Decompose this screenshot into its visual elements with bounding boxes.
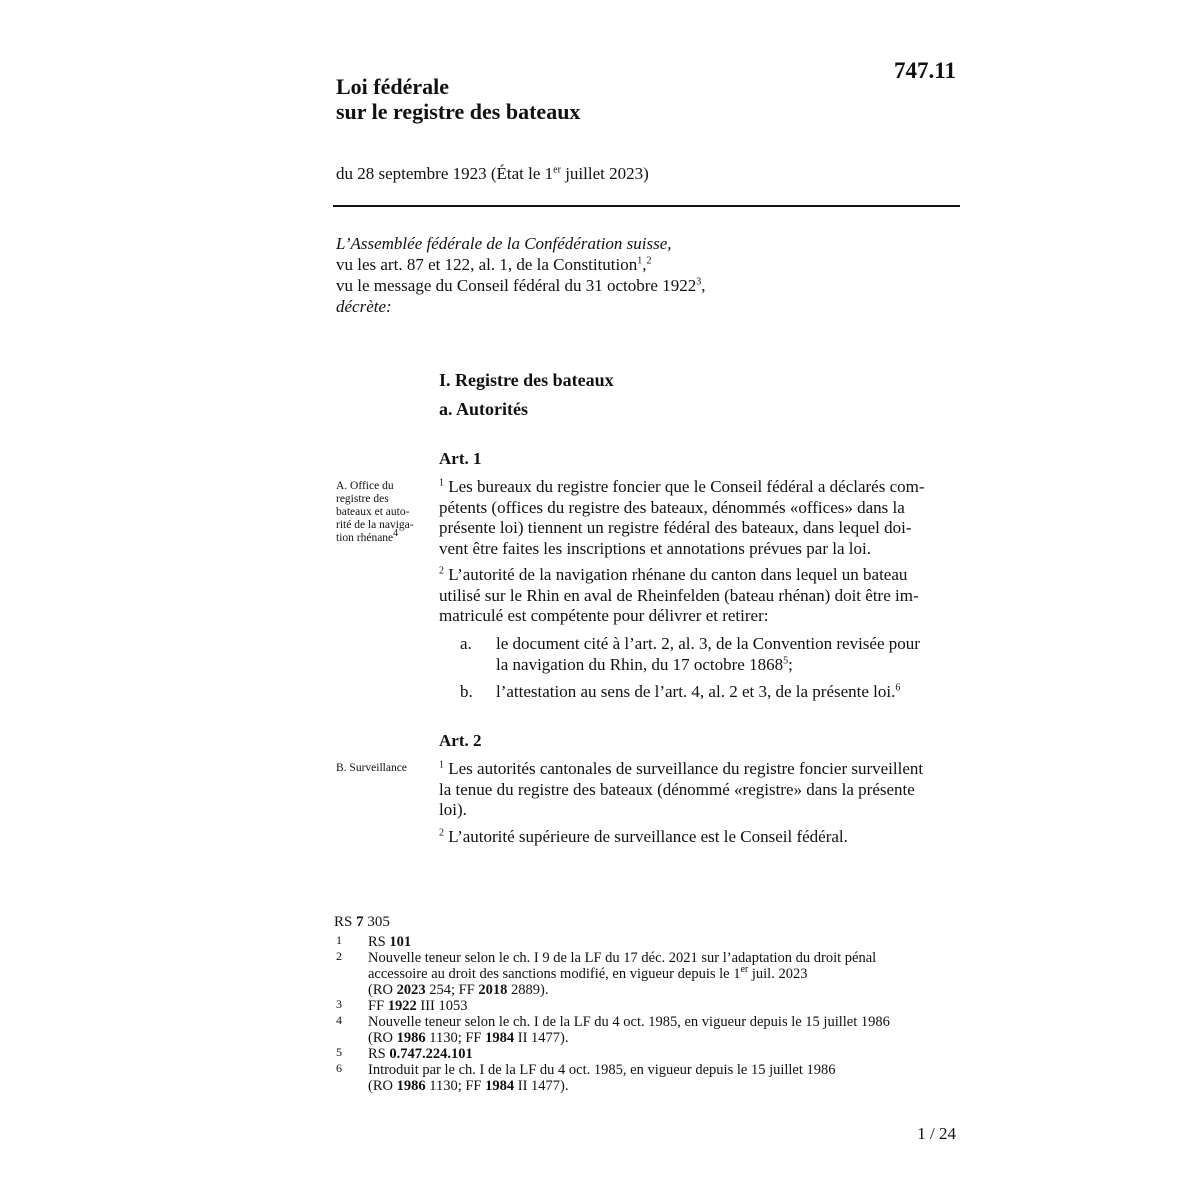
title-line-2: sur le registre des bateaux	[336, 99, 581, 124]
part-heading: I. Registre des bateaux	[439, 370, 614, 390]
preamble-assembly: L’Assemblée fédérale de la Confédération suisse,	[336, 234, 672, 253]
paragraph-number: 1	[439, 759, 444, 771]
date-suffix: juillet 2023)	[560, 164, 649, 183]
list-item-b: l’attestation au sens de l’art. 4, al. 2 et 3, de la présente loi.$^6$	[496, 682, 901, 701]
list-item-a-letter: a.	[460, 634, 472, 653]
date-sup: er	[553, 164, 561, 176]
law-date	[336, 164, 649, 184]
page-title	[336, 74, 580, 124]
preamble	[336, 233, 956, 317]
page-number: 1 / 24	[917, 1124, 956, 1143]
footnote-ref-3[interactable]: 3	[696, 276, 702, 288]
document-number: 747.11	[894, 58, 956, 83]
article-2-paragraph-2: $^2$ L’autorité supérieure de surveillance est le Conseil fédéral.	[439, 827, 848, 846]
section-heading: a. Autorités	[439, 399, 528, 419]
article-2-paragraph-1: $^1$ Les autorités cantonales de surveillance du registre foncier surveillent la tenue du registre des bateaux (dénommé «registre» dans la présente loi).	[439, 759, 924, 819]
article-1-paragraph-1: $^1$ Les bureaux du registre foncier que le Conseil fédéral a déclarés com- pétents (offices du registre des bateaux, dénommés «offices» dans la présente loi) tiennent un registre fédéral des bateaux, dans lequel doi- vent être faites les inscriptions et annotations prévues par la loi.	[439, 477, 925, 558]
footnote-ref-4[interactable]: 4	[393, 528, 399, 540]
article-1-paragraph-2: $^2$ L’autorité de la navigation rhénane du canton dans lequel un bateau utilisé sur le Rhin en aval de Rheinfelden (bateau rhénan) doit être im- matriculé est compétente pour délivrer et retirer:	[439, 565, 919, 625]
article-2-margin-note: B. Surveillance	[336, 762, 407, 774]
list-item-b-letter: b.	[460, 682, 473, 701]
footnote-ref-1[interactable]: 1	[637, 255, 643, 267]
preamble-decree: décrète:	[336, 297, 392, 316]
article-2-title: Art. 2	[439, 731, 482, 750]
title-line-1: Loi fédérale	[336, 74, 450, 99]
header-divider	[333, 205, 960, 207]
article-1-margin-note: A. Office du registre des bateaux et auto- rité de la naviga- tion rhénane$^4$	[336, 480, 414, 544]
paragraph-number: 1	[439, 477, 444, 489]
preamble-constitution: vu les art. 87 et 122, al. 1, de la Constitution$^1$,$^2$	[336, 255, 652, 274]
footnote-ref-5[interactable]: 5	[783, 654, 789, 666]
article-1-title: Art. 1	[439, 449, 482, 468]
footnote-ref-6[interactable]: 6	[895, 682, 901, 694]
preamble-message: vu le message du Conseil fédéral du 31 octobre 1922$^3$,	[336, 276, 706, 295]
paragraph-number: 2	[439, 565, 444, 577]
footnote-ref-2[interactable]: 2	[646, 255, 652, 267]
list-item-a: le document cité à l’art. 2, al. 3, de la Convention revisée pour la navigation du Rhin, du 17 octobre 1868$^5$;	[496, 634, 920, 674]
paragraph-number: 2	[439, 827, 444, 839]
rs-reference: RS 7 305	[334, 914, 390, 930]
date-prefix: du 28 septembre 1923 (État le 1	[336, 164, 554, 183]
